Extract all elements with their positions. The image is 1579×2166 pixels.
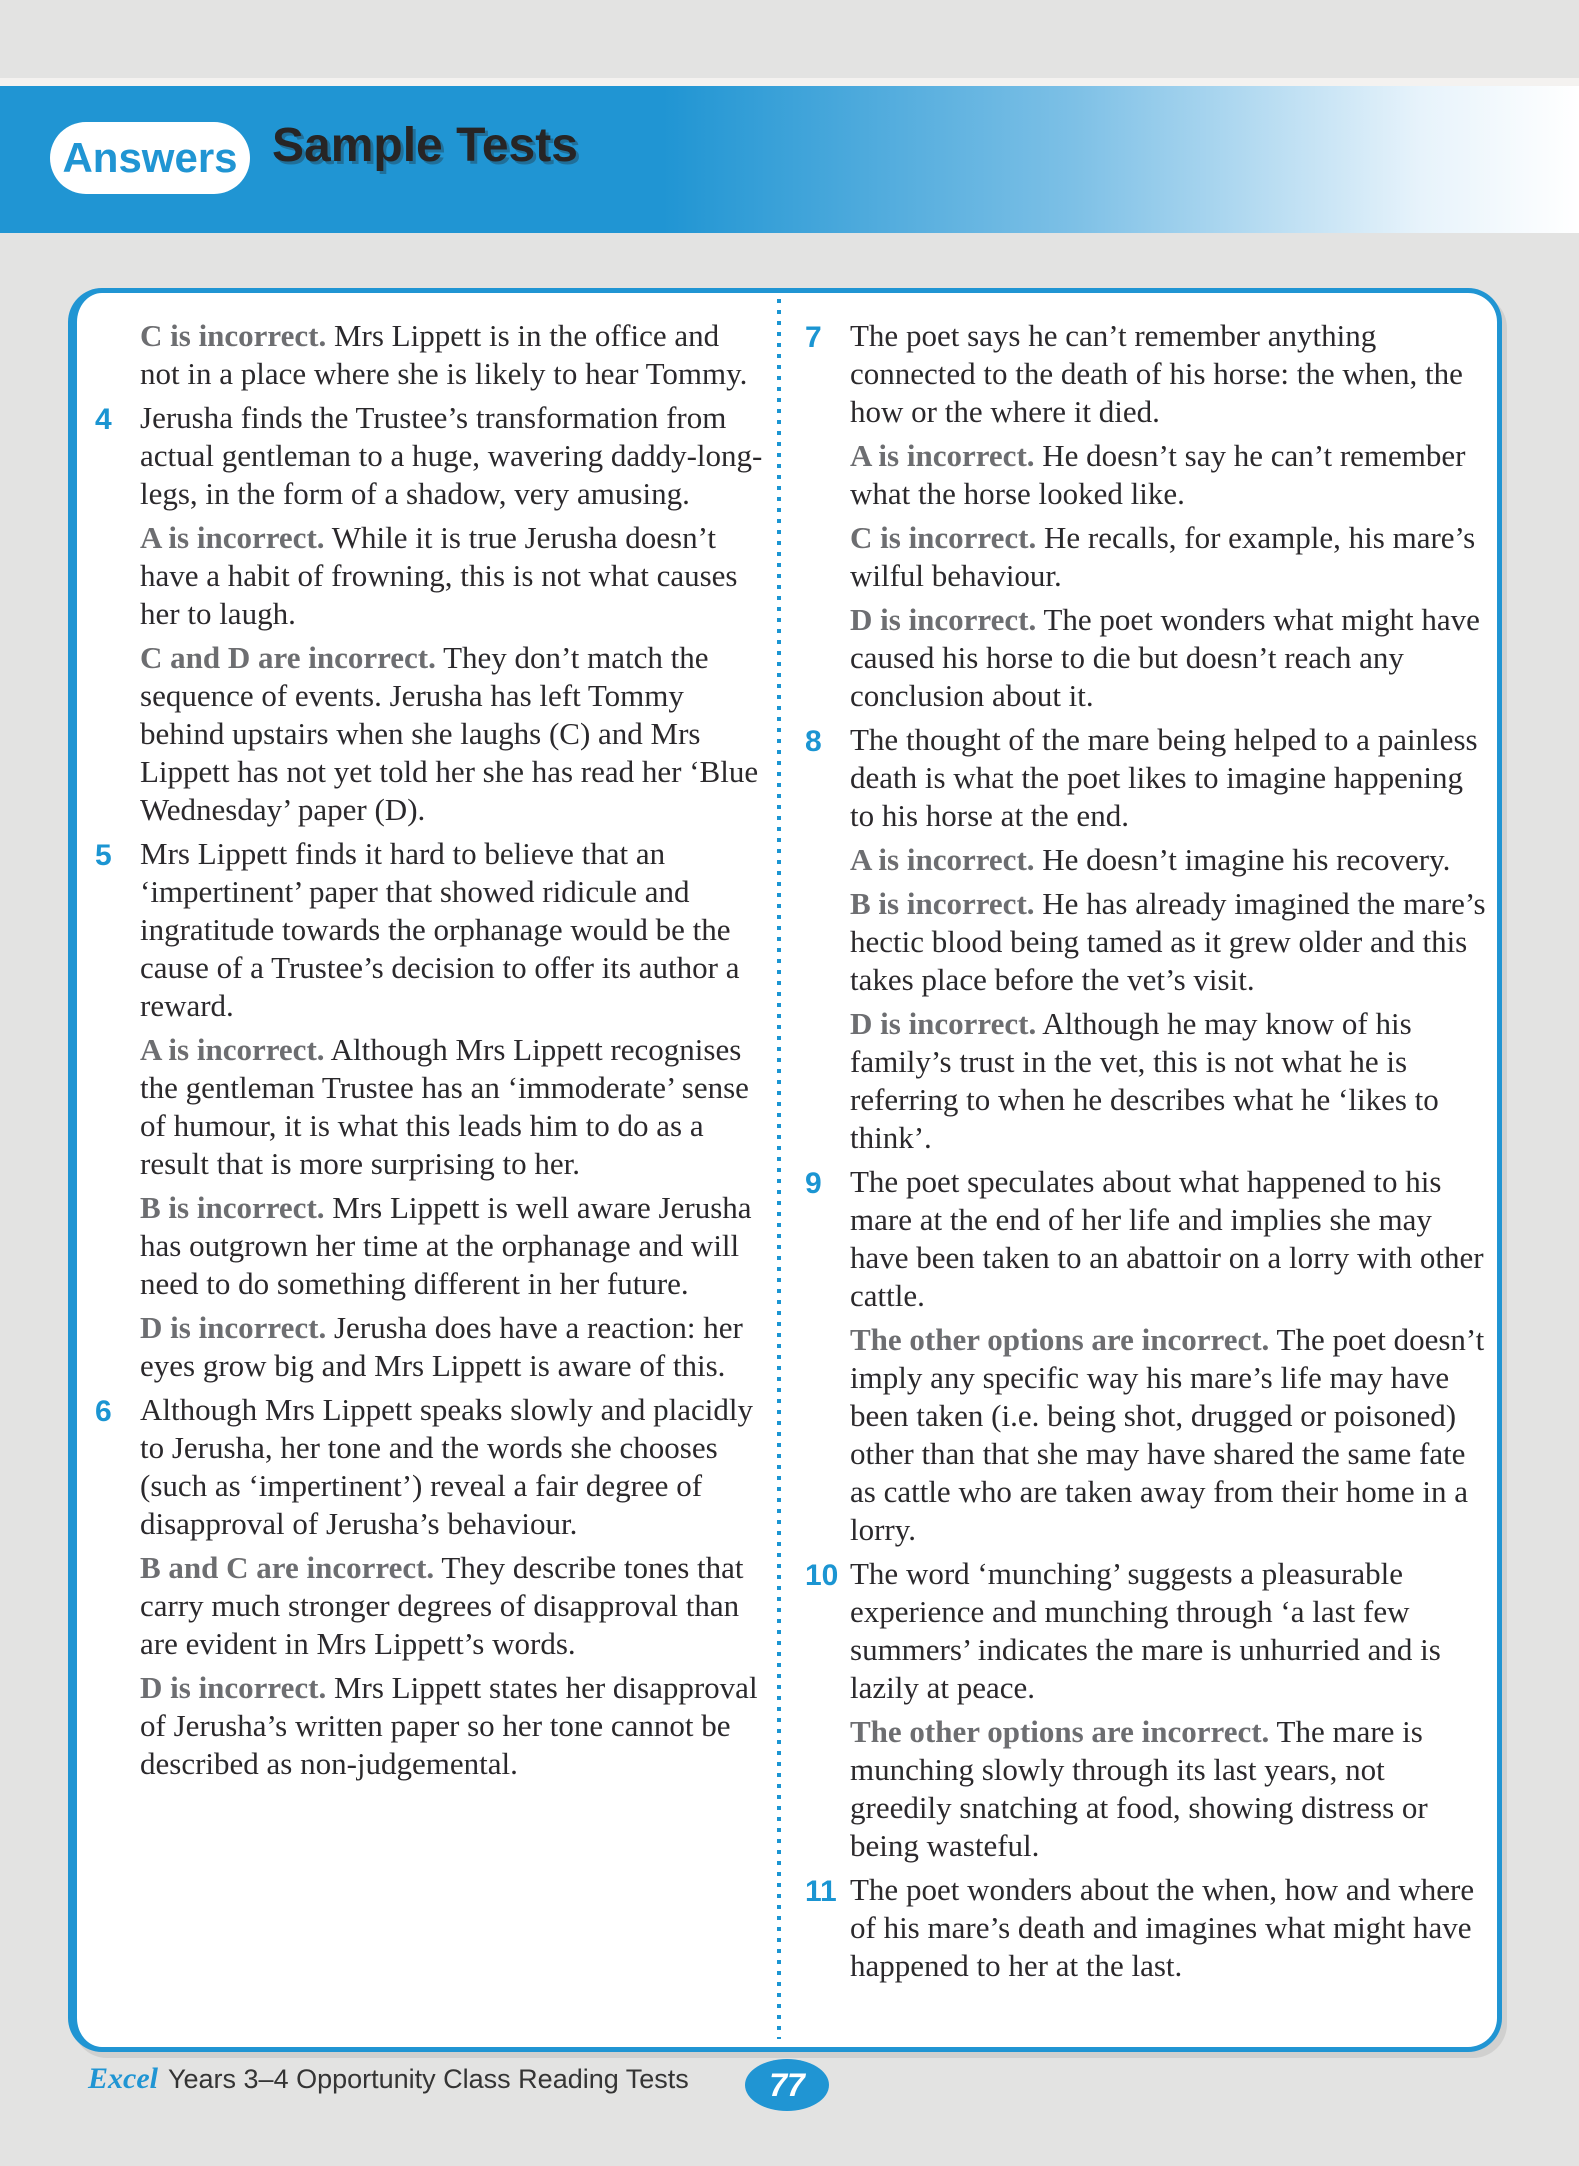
answer-text: He recalls, for example, his mare’s wilful behaviour.: [850, 520, 1476, 593]
answer-item: [95, 317, 763, 399]
question-number: 9: [805, 1167, 822, 1200]
answer-paragraphs: [850, 721, 1493, 1163]
answer-text: Although Mrs Lippett speaks slowly and placidly to Jerusha, her tone and the words she chooses (such as ‘impertinent’) reveal a fair degree of disapproval of Jerusha’s behaviour.: [140, 1392, 754, 1541]
answer-text: Jerusha does have a reaction: her eyes grow big and Mrs Lippett is aware of this.: [140, 1310, 743, 1383]
answer-text: Mrs Lippett finds it hard to believe that an ‘impertinent’ paper that showed ridicule and ingratitude towards the orphanage would be the cause of a Trustee’s decision to offer its author a reward.: [140, 836, 740, 1023]
answer-paragraph: [140, 1669, 763, 1783]
answer-text: The poet wonders what might have caused his horse to die but doesn’t reach any conclusion about it.: [850, 602, 1480, 713]
answer-text: He doesn’t imagine his recovery.: [1042, 842, 1451, 877]
answer-paragraphs: [140, 399, 763, 835]
answers-column-right: [805, 317, 1493, 1991]
answer-paragraphs: [140, 835, 763, 1391]
answer-item: [805, 1555, 1493, 1871]
answer-text: Mrs Lippett states her disapproval of Jerusha’s written paper so her tone cannot be described as non-judgemental.: [140, 1670, 758, 1781]
question-number: 10: [805, 1559, 839, 1592]
answer-paragraph: [850, 601, 1493, 715]
answer-item: [95, 399, 763, 835]
series-title: Years 3–4 Opportunity Class Reading Tests: [167, 2064, 689, 2094]
answer-paragraph: [140, 1391, 763, 1543]
answer-paragraphs: [850, 1163, 1493, 1555]
answer-paragraph: [140, 399, 763, 513]
answer-paragraph: [850, 519, 1493, 595]
answer-paragraph: [850, 841, 1493, 879]
incorrect-lead: B and C are incorrect.: [140, 1550, 435, 1585]
answer-paragraph: [850, 1555, 1493, 1707]
question-number: 8: [805, 725, 822, 758]
incorrect-lead: A is incorrect.: [850, 842, 1035, 877]
answer-paragraph: [140, 1189, 763, 1303]
incorrect-lead: D is incorrect.: [850, 602, 1037, 637]
answer-paragraphs: [850, 1871, 1493, 1991]
answer-paragraphs: [850, 1555, 1493, 1871]
answer-paragraphs: [850, 317, 1493, 721]
incorrect-lead: C is incorrect.: [140, 318, 327, 353]
question-number: 4: [95, 403, 112, 436]
incorrect-lead: D is incorrect.: [140, 1670, 327, 1705]
header-accent-strip: [0, 78, 1579, 86]
footer-text: [88, 2062, 689, 2096]
answer-text: The mare is munching slowly through its last years, not greedily snatching at food, showing distress or being wasteful.: [850, 1714, 1428, 1863]
answer-text: He has already imagined the mare’s hectic blood being tamed as it grew older and this takes place before the vet’s visit.: [850, 886, 1486, 997]
incorrect-lead: D is incorrect.: [850, 1006, 1037, 1041]
answer-text: The thought of the mare being helped to a painless death is what the poet likes to imagine happening to his horse at the end.: [850, 722, 1478, 833]
answer-paragraph: [140, 519, 763, 633]
answer-item: [805, 1163, 1493, 1555]
page-number-badge: [745, 2059, 829, 2111]
answer-paragraph: [850, 1713, 1493, 1865]
answer-paragraphs: [140, 317, 763, 399]
question-number: 11: [805, 1875, 837, 1908]
answer-text: Although he may know of his family’s trust in the vet, this is not what he is referring to when he describes what he ‘likes to think’.: [850, 1006, 1439, 1155]
answer-text: He doesn’t say he can’t remember what the horse looked like.: [850, 438, 1466, 511]
incorrect-lead: C is incorrect.: [850, 520, 1037, 555]
answer-paragraph: [850, 1163, 1493, 1315]
answers-column-left: [95, 317, 763, 1789]
answers-panel: [68, 288, 1502, 2052]
incorrect-lead: A is incorrect.: [140, 520, 325, 555]
answers-label: Answers: [62, 134, 238, 181]
answer-paragraph: [140, 1031, 763, 1183]
answer-paragraph: [850, 1321, 1493, 1549]
answer-paragraph: [850, 317, 1493, 431]
answer-paragraphs: [140, 1391, 763, 1789]
answer-text: The word ‘munching’ suggests a pleasurable experience and munching through ‘a last few summers’ indicates the mare is unhurried and is lazily at peace.: [850, 1556, 1441, 1705]
answer-text: While it is true Jerusha doesn’t have a habit of frowning, this is not what causes her to laugh.: [140, 520, 738, 631]
answer-text: They don’t match the sequence of events. Jerusha has left Tommy behind upstairs when she laughs (C) and Mrs Lippett has not yet told her she has read her ‘Blue Wednesday’ paper (D).: [140, 640, 759, 827]
incorrect-lead: The other options are incorrect.: [850, 1322, 1270, 1357]
answer-paragraph: [140, 1309, 763, 1385]
answer-text: Jerusha finds the Trustee’s transformation from actual gentleman to a huge, wavering daddy-long-legs, in the form of a shadow, very amusing.: [140, 400, 763, 511]
answer-text: Although Mrs Lippett recognises the gentleman Trustee has an ‘immoderate’ sense of humour, it is what this leads him to do as a result that is more surprising to her.: [140, 1032, 749, 1181]
question-number: 7: [805, 321, 822, 354]
answer-item: [95, 835, 763, 1391]
answer-text: The poet doesn’t imply any specific way his mare’s life may have been taken (i.e. being shot, drugged or poisoned) other than that she may have shared the same fate as cattle who are taken away from their home in a lorry.: [850, 1322, 1485, 1547]
header-bar: [0, 86, 1579, 233]
answer-paragraph: [850, 721, 1493, 835]
incorrect-lead: A is incorrect.: [140, 1032, 325, 1067]
incorrect-lead: B is incorrect.: [140, 1190, 325, 1225]
question-number: 5: [95, 839, 112, 872]
incorrect-lead: The other options are incorrect.: [850, 1714, 1270, 1749]
answer-text: The poet wonders about the when, how and where of his mare’s death and imagines what might have happened to her at the last.: [850, 1872, 1475, 1983]
answer-paragraph: [850, 437, 1493, 513]
answer-paragraph: [140, 639, 763, 829]
answer-paragraph: [850, 885, 1493, 999]
incorrect-lead: C and D are incorrect.: [140, 640, 436, 675]
answers-pill: [50, 122, 250, 194]
answer-paragraph: [850, 1871, 1493, 1985]
question-number: 6: [95, 1395, 112, 1428]
answer-item: [95, 1391, 763, 1789]
incorrect-lead: A is incorrect.: [850, 438, 1035, 473]
answer-item: [805, 1871, 1493, 1991]
answer-text: Mrs Lippett is well aware Jerusha has outgrown her time at the orphanage and will need to do something different in her future.: [140, 1190, 752, 1301]
answer-text: The poet speculates about what happened to his mare at the end of her life and implies she may have been taken to an abattoir on a lorry with other cattle.: [850, 1164, 1484, 1313]
incorrect-lead: B is incorrect.: [850, 886, 1035, 921]
incorrect-lead: D is incorrect.: [140, 1310, 327, 1345]
question-number: [95, 317, 140, 399]
answer-text: The poet says he can’t remember anything connected to the death of his horse: the when, the how or the where it died.: [850, 318, 1463, 429]
answer-paragraph: [850, 1005, 1493, 1157]
answer-paragraph: [140, 835, 763, 1025]
column-divider: [777, 299, 781, 2039]
brand-logo: Excel: [88, 2062, 158, 2095]
answer-item: [805, 317, 1493, 721]
answer-text: They describe tones that carry much stronger degrees of disapproval than are evident in Mrs Lippett’s words.: [140, 1550, 744, 1661]
page-number: 77: [769, 2066, 805, 2103]
footer: [0, 2056, 1579, 2116]
answer-item: [805, 721, 1493, 1163]
answer-text: Mrs Lippett is in the office and not in a place where she is likely to hear Tommy.: [140, 318, 748, 391]
page-title: Sample Tests: [272, 119, 578, 172]
answer-paragraph: [140, 1549, 763, 1663]
answer-paragraph: [140, 317, 763, 393]
